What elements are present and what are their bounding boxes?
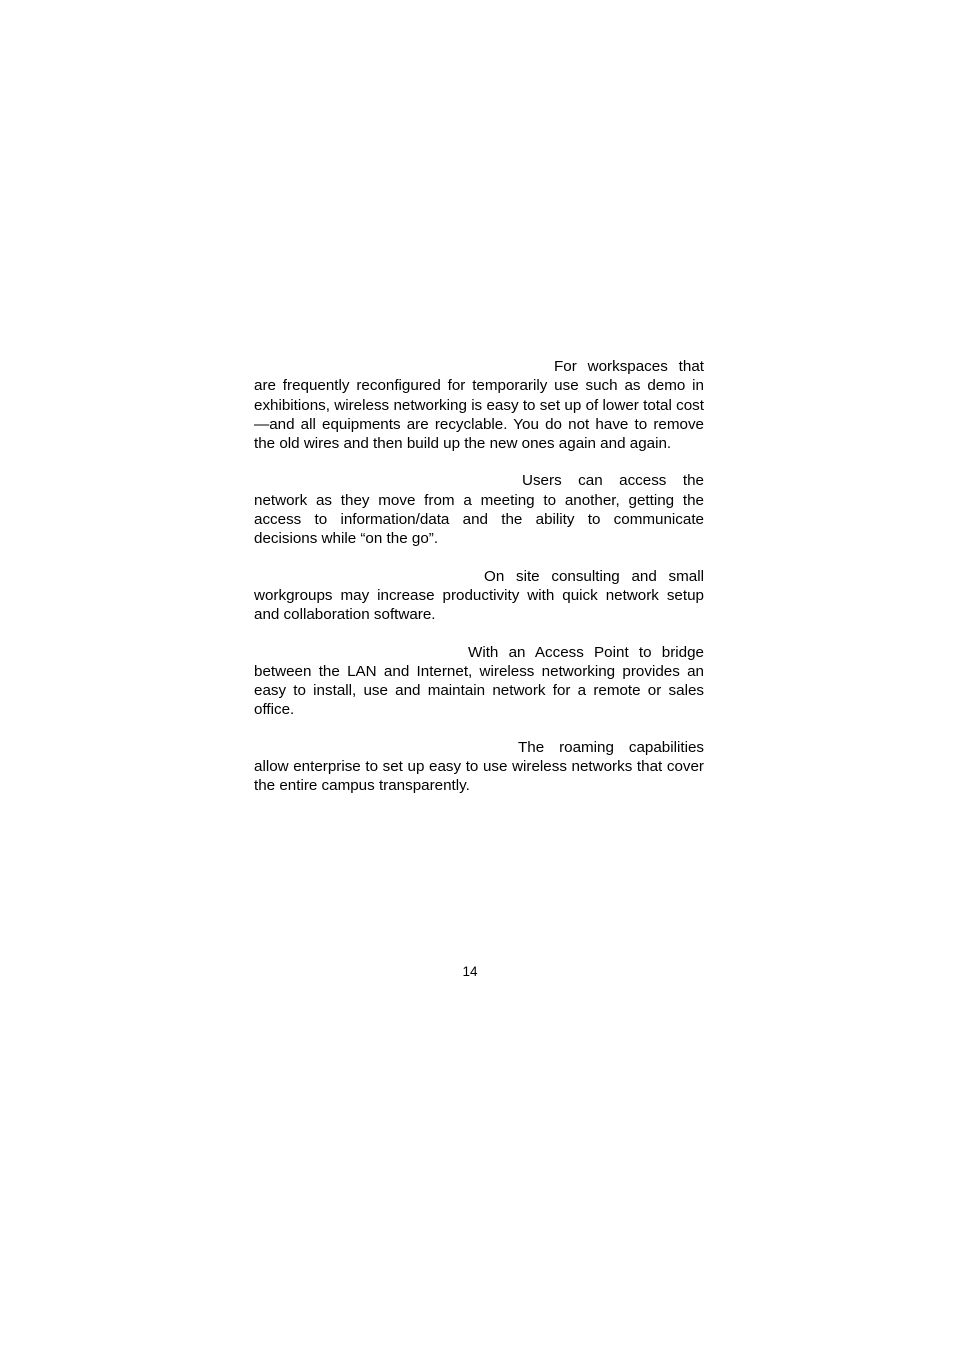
paragraph-text: With an Access Point to bridge between the LAN and Internet, wireless networking provides an easy to install, use and maintain network for a remote or sales office. [254, 643, 704, 719]
paragraph-text: Users can access the network as they move from a meeting to another, getting the access to information/data and the ability to communicate decisions while “on the go”. [254, 472, 704, 548]
paragraph-mobility [254, 471, 704, 548]
paragraph-roaming [254, 738, 704, 796]
paragraph-text: The roaming capabilities allow enterprise to set up easy to use wireless networks that cover the entire campus transparently. [254, 738, 704, 795]
page-number: 14 [462, 964, 478, 979]
paragraph-text: For workspaces that are frequently reconfigured for temporarily use such as demo in exhibitions, wireless networking is easy to set up of lower total cost—and all equipments are recyclable. You do not have to remove the old wires and then build up the new ones again and again. [254, 358, 704, 453]
paragraph-text: On site consulting and small workgroups may increase productivity with quick network setup and collaboration software. [254, 567, 704, 624]
paragraph-workspaces [254, 357, 704, 453]
paragraph-consulting [254, 567, 704, 625]
text-column [254, 357, 704, 814]
paragraph-remote-office [254, 643, 704, 720]
